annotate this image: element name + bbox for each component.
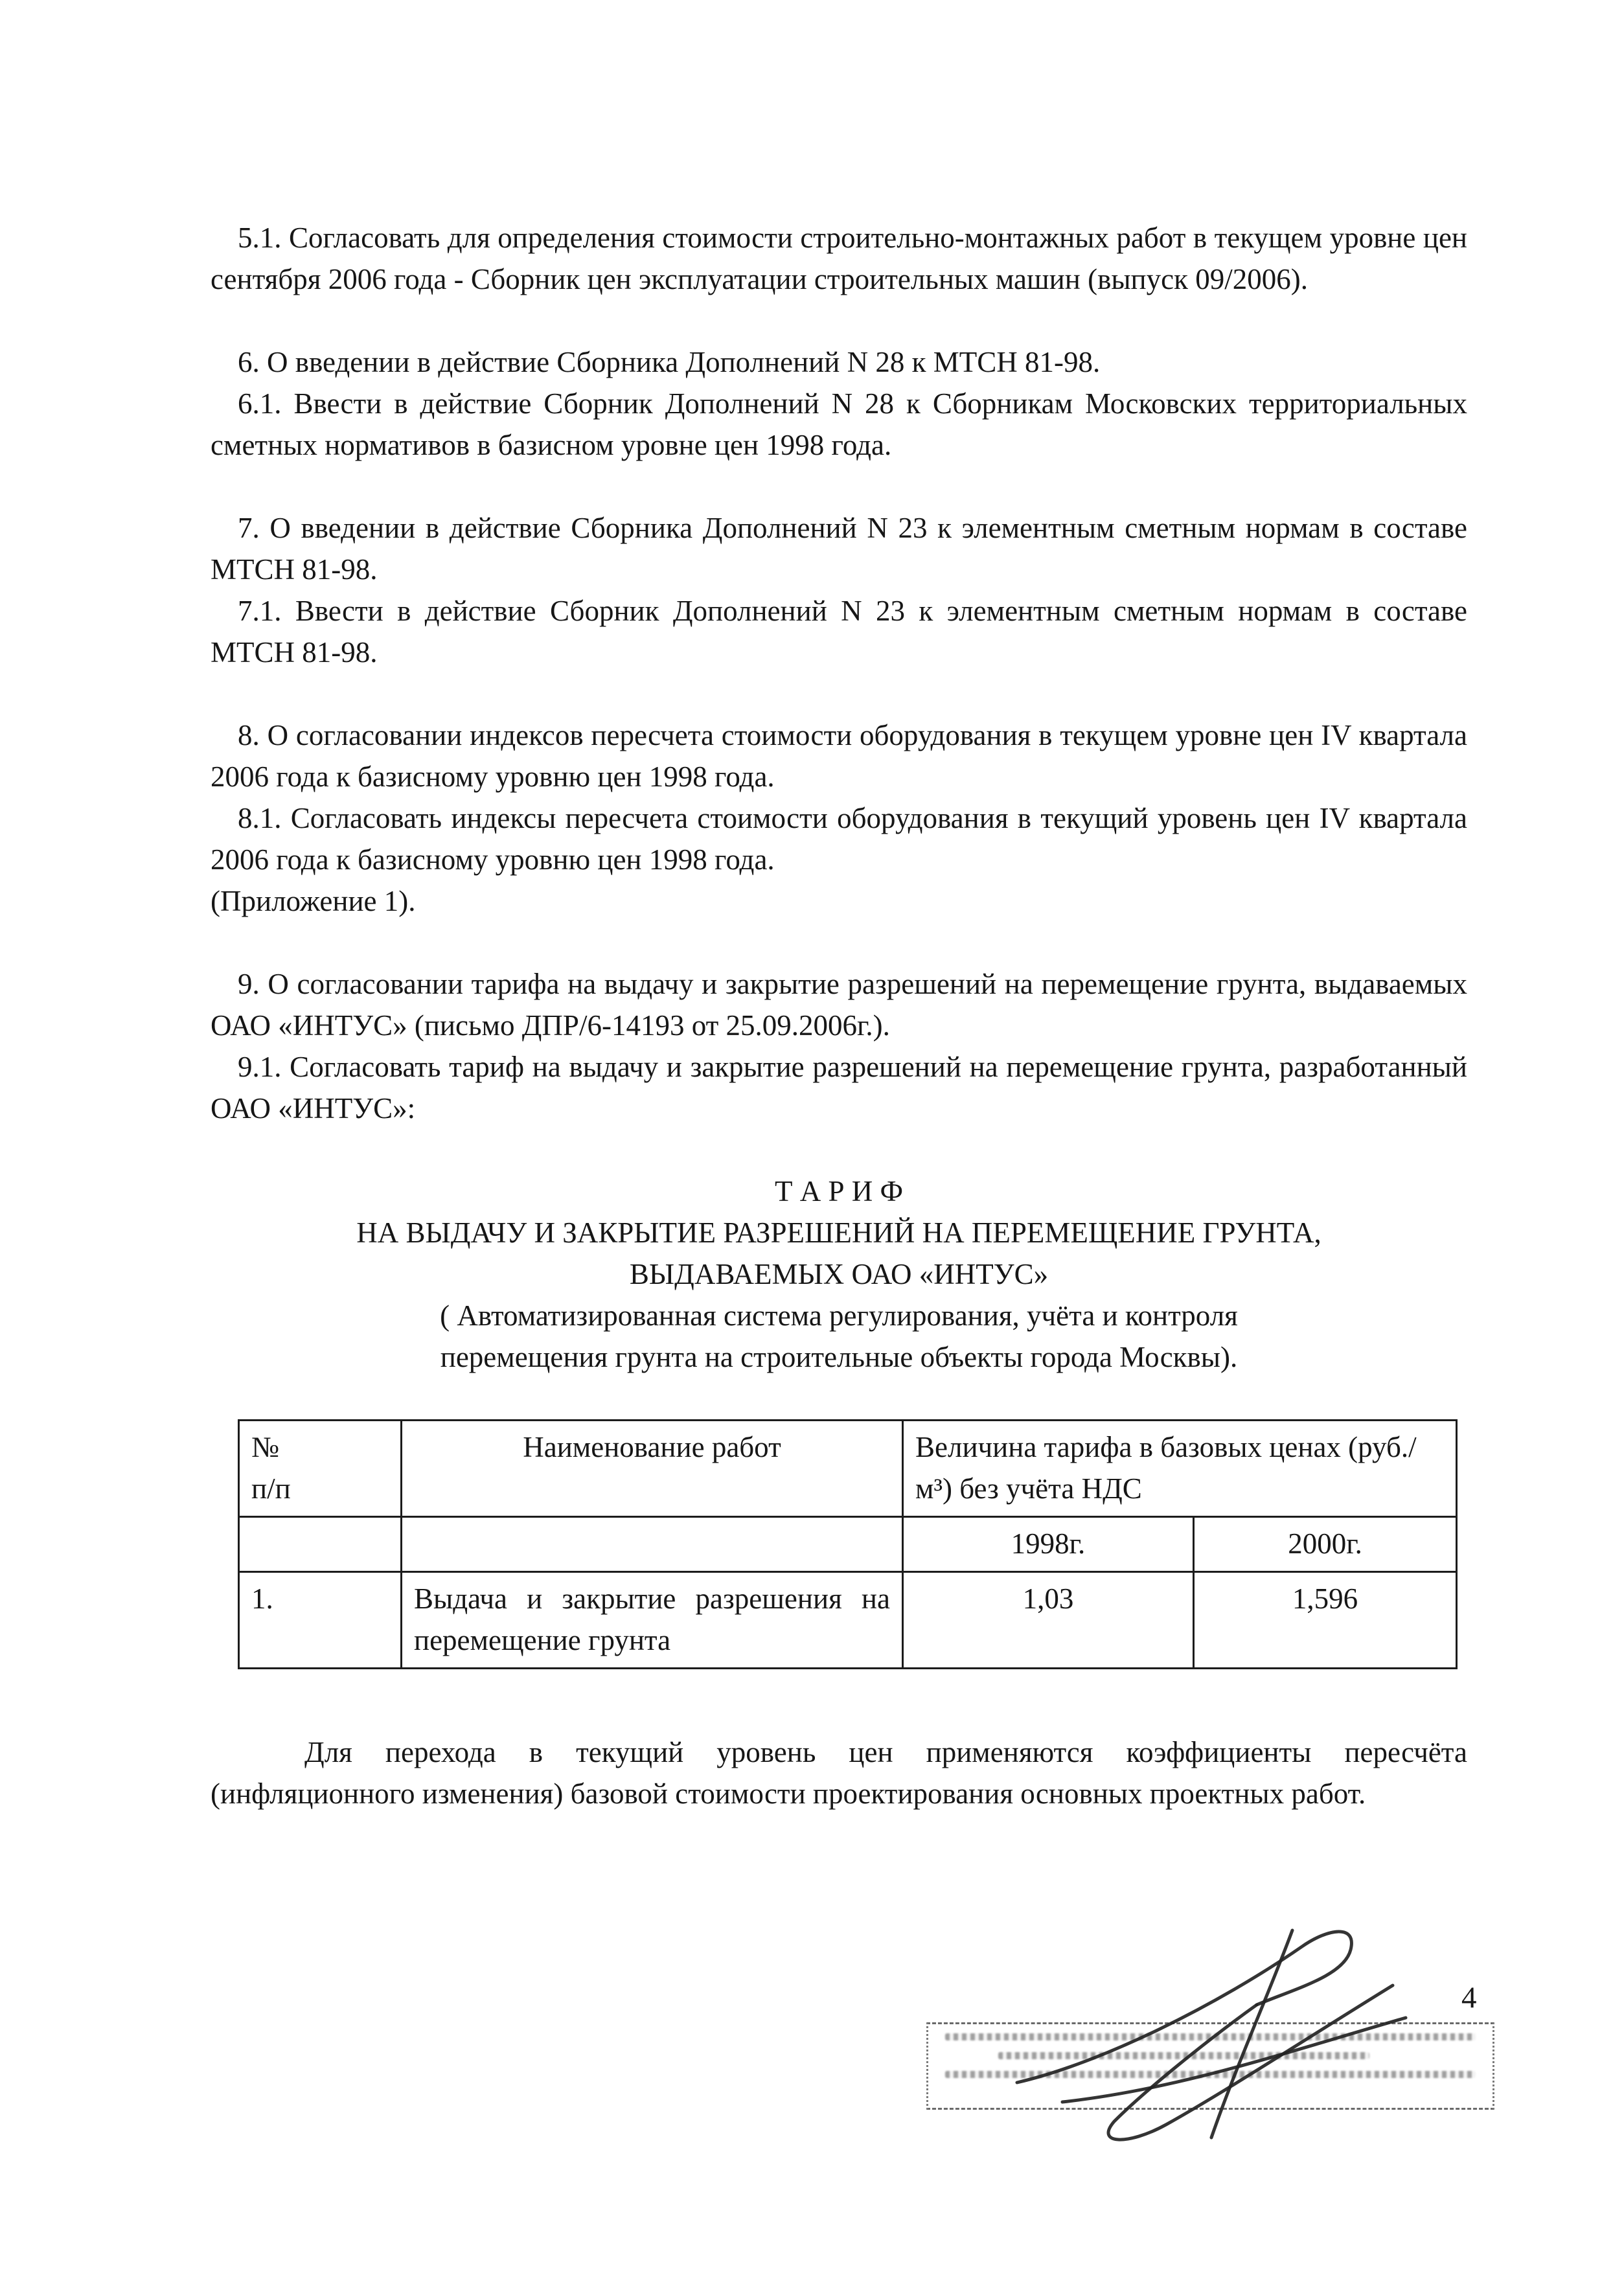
table-header-num-line2: п/п [251,1472,291,1505]
paragraph-6-1: 6.1. Ввести в действие Сборник Дополнений N 28 к Сборникам Московских территориальных сметных нормативов в базисном уровне цен 1998 года. [211,387,1467,461]
document-content [211,217,1467,1814]
paragraph-7-1: 7.1. Ввести в действие Сборник Дополнений N 23 к элементным сметным нормам в составе МТСН 81-98. [211,595,1467,668]
table-row-value-1998: 1,03 [903,1572,1194,1669]
paragraph-9-1: 9.1. Согласовать тариф на выдачу и закрытие разрешений на перемещение грунта, разработанный ОАО «ИНТУС»: [211,1051,1467,1125]
tariff-subtitle-3: ( Автоматизированная система регулирования, учёта и контроля [440,1299,1238,1332]
paragraph-7: 7. О введении в действие Сборника Дополнений N 23 к элементным сметным нормам в составе МТСН 81-98. [211,512,1467,586]
tariff-subtitle-4: перемещения грунта на строительные объекты города Москвы). [440,1341,1238,1373]
table-header-tariff: Величина тарифа в базовых ценах (руб./м³) без учёта НДС [903,1421,1457,1517]
table-row-number: 1. [239,1572,402,1669]
page-number: 4 [1461,1981,1477,2015]
table-header-row [239,1421,1457,1517]
paragraph-9: 9. О согласовании тарифа на выдачу и закрытие разрешений на перемещение грунта, выдаваемых ОАО «ИНТУС» (письмо ДПР/6-14193 от 25.09.2006г.). [211,968,1467,1042]
paragraph-8: 8. О согласовании индексов пересчета стоимости оборудования в текущем уровне цен IV квартала 2006 года к базисному уровню цен 1998 года. [211,719,1467,793]
table-year-2000: 2000г. [1194,1517,1457,1572]
tariff-title: Т А Р И Ф [774,1175,904,1207]
closing-paragraph: Для перехода в текущий уровень цен применяются коэффициенты пересчёта (инфляционного изменения) базовой стоимости проектирования основных проектных работ. [211,1736,1467,1810]
paragraph-6: 6. О введении в действие Сборника Дополнений N 28 к МТСН 81-98. [238,346,1101,378]
table-header-work-name: Наименование работ [402,1421,903,1517]
registration-stamp [926,2022,1494,2110]
paragraph-5-1: 5.1. Согласовать для определения стоимости строительно-монтажных работ в текущем уровне цен сентября 2006 года - Сборник цен эксплуатации строительных машин (выпуск 09/2006). [211,222,1467,295]
stamp-illegible-text-line [998,2052,1369,2059]
table-year-1998: 1998г. [903,1517,1194,1572]
table-empty-cell-1 [239,1517,402,1572]
stamp-illegible-text-line [945,2071,1476,2078]
tariff-table [238,1419,1458,1669]
tariff-subtitle-1: НА ВЫДАЧУ И ЗАКРЫТИЕ РАЗРЕШЕНИЙ НА ПЕРЕМЕЩЕНИЕ ГРУНТА, [356,1216,1321,1249]
table-row-work-name: Выдача и закрытие разрешения на перемещение грунта [402,1572,903,1669]
tariff-subtitle-2: ВЫДАВАЕМЫХ ОАО «ИНТУС» [629,1258,1049,1290]
table-data-row [239,1572,1457,1669]
paragraph-8-1: 8.1. Согласовать индексы пересчета стоимости оборудования в текущий уровень цен IV квартала 2006 года к базисному уровню цен 1998 года. [211,802,1467,876]
table-year-row [239,1517,1457,1572]
table-header-num-line1: № [251,1431,279,1463]
table-header-num [239,1421,402,1517]
table-empty-cell-2 [402,1517,903,1572]
paragraph-8-1-note: (Приложение 1). [211,885,416,917]
stamp-illegible-text-line [945,2033,1476,2040]
table-row-value-2000: 1,596 [1194,1572,1457,1669]
